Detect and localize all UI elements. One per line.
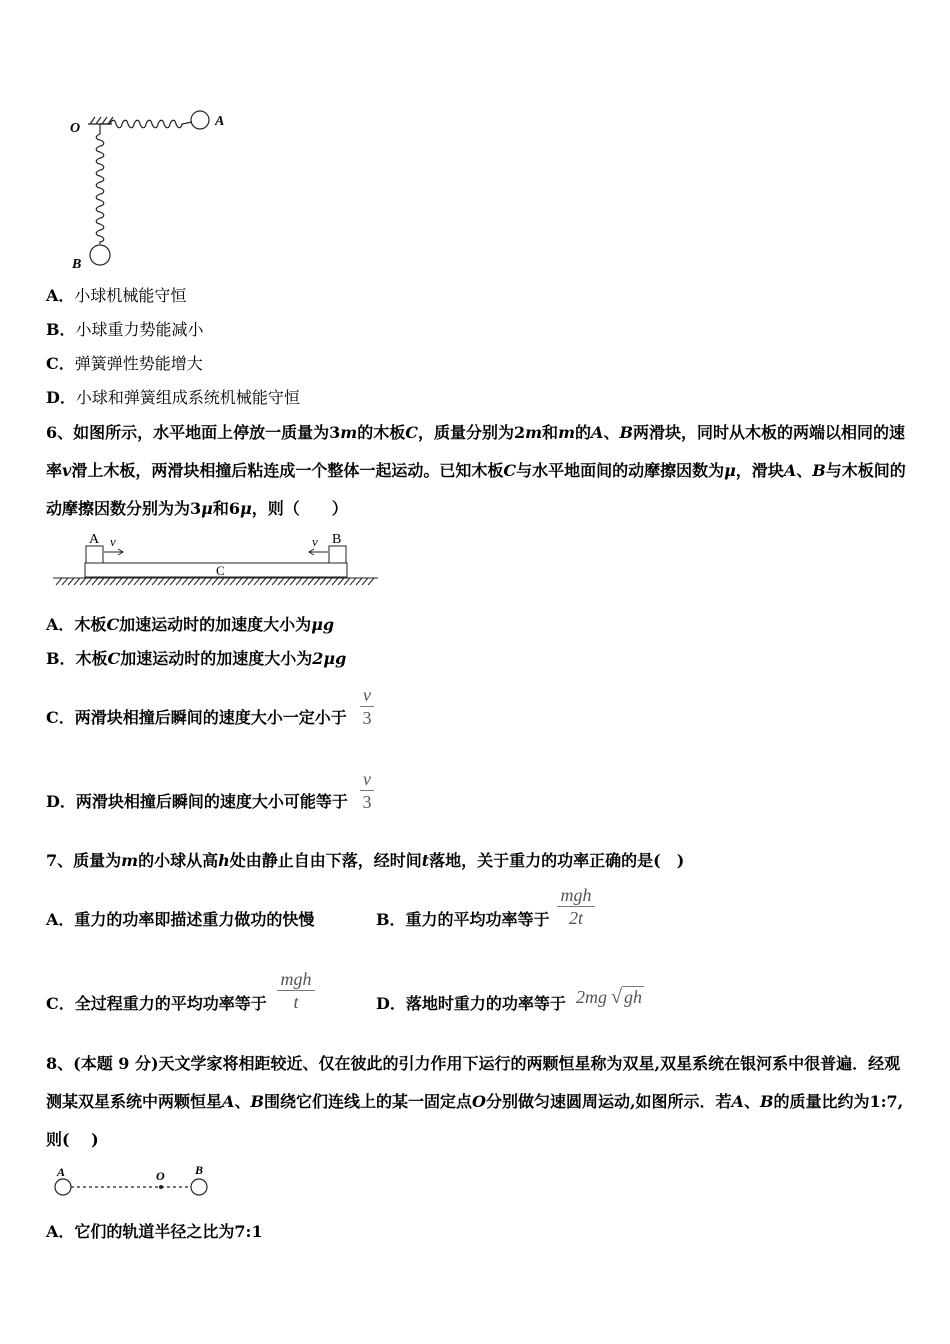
block-a xyxy=(86,546,103,563)
q5-option-a: A．小球机械能守恒 xyxy=(46,286,187,305)
fraction-mgh-over-2t: mgh 2t xyxy=(557,884,595,929)
q5-option-b: B．小球重力势能减小 xyxy=(46,320,204,339)
q7-option-b: B．重力的平均功率等于 xyxy=(376,910,550,929)
ground-hatch xyxy=(56,578,374,585)
fraction-v-over-3: v 3 xyxy=(360,684,374,729)
ball-a xyxy=(191,111,209,129)
label-a: A xyxy=(57,1165,66,1179)
label-o: O xyxy=(156,1169,165,1183)
q5-option-d: D．小球和弹簧组成系统机械能守恒 xyxy=(46,388,300,407)
q8-stem: 8、(本题 9 分)天文学家将相距较近、仅在彼此的引力作用下运行的两颗恒星称为双星,双星系统在银河系中很普遍．经观测某双星系统中两颗恒星A、B围绕它们连线上的某一固定点O分别做匀速圆周运动,如图所示．若A、B的质量比约为1:7, 则( ) xyxy=(46,1054,904,1149)
ball-b xyxy=(90,245,110,265)
label-a: A xyxy=(89,532,100,547)
fraction-v-over-3: v 3 xyxy=(360,768,374,813)
q6-stem: 6、如图所示，水平地面上停放一质量为3m的木板C，质量分别为2m和m的A、B两滑块，同时从木板的两端以相同的速率v滑上木板，两滑块相撞后粘连成一个整体一起运动。已知木板C与水平地面间的动摩擦因数为μ，滑块A、B与木板间的动摩擦因数分别为为3μ和6μ，则（ ） xyxy=(46,423,906,518)
expr-2mg-sqrt-gh: 2mg √ gh xyxy=(576,986,642,1008)
ceiling-hatch xyxy=(90,117,113,124)
label-b: B xyxy=(195,1163,204,1177)
horizontal-spring xyxy=(100,120,192,128)
binary-star-figure xyxy=(48,1162,218,1202)
q7-stem: 7、质量为m的小球从高h处由静止自由下落，经时间t落地，关于重力的功率正确的是( ) xyxy=(46,851,685,870)
vertical-spring xyxy=(96,124,104,244)
q7-option-d: D．落地时重力的功率等于 xyxy=(376,994,566,1013)
fraction-mgh-over-t: mgh t xyxy=(277,968,315,1013)
label-v-right: v xyxy=(312,534,318,549)
star-b xyxy=(191,1179,207,1195)
star-a xyxy=(55,1179,71,1195)
q6-option-d: D．两滑块相撞后瞬间的速度大小可能等于 xyxy=(46,792,348,811)
center-point-o xyxy=(159,1185,163,1189)
q6-option-a: A．木板C加速运动时的加速度大小为μg xyxy=(46,615,335,634)
label-c: C xyxy=(216,563,225,578)
label-a: A xyxy=(215,114,225,129)
q5-option-c: C．弹簧弹性势能增大 xyxy=(46,354,203,373)
q6-option-b: B．木板C加速运动时的加速度大小为2μg xyxy=(46,649,347,668)
block-b xyxy=(329,546,346,563)
label-v-left: v xyxy=(110,534,116,549)
spring-ball-figure xyxy=(60,100,240,275)
label-b: B xyxy=(332,532,342,547)
q6-option-c: C．两滑块相撞后瞬间的速度大小一定小于 xyxy=(46,708,347,727)
q8-option-a: A．它们的轨道半径之比为7:1 xyxy=(46,1222,263,1241)
board-figure xyxy=(48,528,383,590)
label-o: O xyxy=(70,121,81,136)
q7-option-c: C．全过程重力的平均功率等于 xyxy=(46,994,267,1013)
label-b: B xyxy=(72,257,82,272)
q7-option-a: A．重力的功率即描述重力做功的快慢 xyxy=(46,910,315,929)
